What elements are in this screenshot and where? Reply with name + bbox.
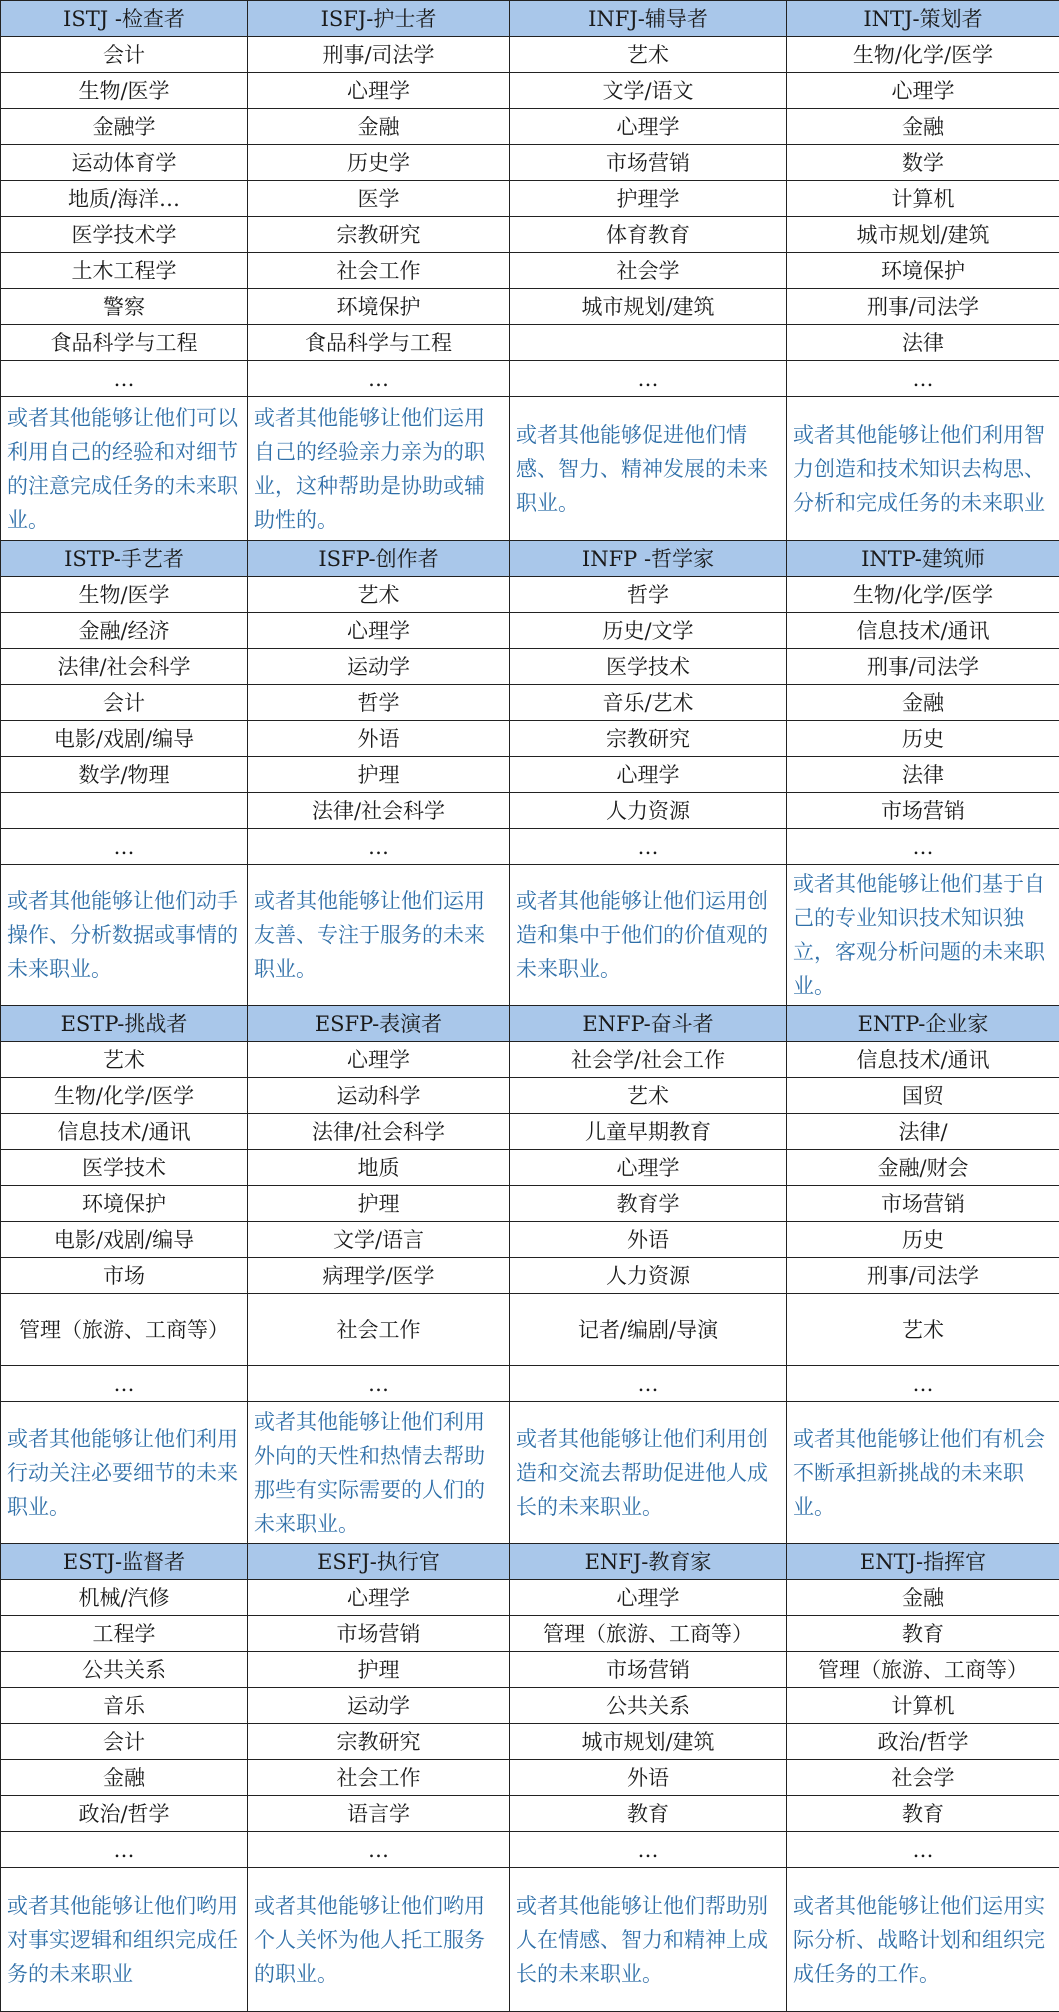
career-cell: 体育教育 [510, 217, 787, 253]
career-row [1, 253, 1059, 289]
ellipsis-cell: … [787, 1366, 1059, 1402]
career-cell: 护理学 [510, 181, 787, 217]
career-cell: 心理学 [787, 73, 1059, 109]
career-cell: 护理 [248, 1652, 510, 1688]
career-cell: 刑事/司法学 [787, 649, 1059, 685]
description-cell: 或者其他能够让他们运用创造和集中于他们的价值观的未来职业。 [510, 865, 787, 1006]
career-cell: 生物/医学 [1, 73, 248, 109]
career-cell [1, 793, 248, 829]
career-cell: 医学技术 [1, 1150, 248, 1186]
type-header-cell: ESTJ-监督者 [1, 1544, 248, 1580]
career-cell: 法律/社会科学 [248, 793, 510, 829]
career-cell: 哲学 [248, 685, 510, 721]
career-cell: 艺术 [510, 1078, 787, 1114]
career-cell: 音乐 [1, 1688, 248, 1724]
career-cell: 环境保护 [1, 1186, 248, 1222]
career-cell: 历史 [787, 721, 1059, 757]
description-row [1, 1402, 1059, 1544]
career-cell: 信息技术/通讯 [787, 613, 1059, 649]
career-row [1, 181, 1059, 217]
career-cell: 生物/化学/医学 [1, 1078, 248, 1114]
career-cell: 数学/物理 [1, 757, 248, 793]
career-cell: 食品科学与工程 [1, 325, 248, 361]
type-header-cell: ENTJ-指挥官 [787, 1544, 1059, 1580]
career-row [1, 1114, 1059, 1150]
ellipsis-row [1, 829, 1059, 865]
description-cell: 或者其他能够让他们帮助别人在情感、智力和精神上成长的未来职业。 [510, 1868, 787, 2012]
career-cell: 金融 [1, 1760, 248, 1796]
career-cell: 法律 [787, 325, 1059, 361]
description-row [1, 397, 1059, 541]
type-header-cell: ESFJ-执行官 [248, 1544, 510, 1580]
career-row [1, 145, 1059, 181]
type-header-cell: ENFJ-教育家 [510, 1544, 787, 1580]
description-cell: 或者其他能够让他们基于自己的专业知识技术知识独立，客观分析问题的未来职业。 [787, 865, 1059, 1006]
career-cell: 环境保护 [248, 289, 510, 325]
career-cell: 市场营销 [787, 1186, 1059, 1222]
career-row [1, 1186, 1059, 1222]
type-header-row [1, 1544, 1059, 1580]
career-cell: 心理学 [510, 1580, 787, 1616]
career-cell: 社会学/社会工作 [510, 1042, 787, 1078]
ellipsis-cell: … [787, 361, 1059, 397]
career-cell: 机械/汽修 [1, 1580, 248, 1616]
career-row [1, 649, 1059, 685]
type-header-cell: ISFJ-护士者 [248, 1, 510, 37]
career-row [1, 685, 1059, 721]
career-cell: 电影/戏剧/编导 [1, 1222, 248, 1258]
career-cell: 心理学 [510, 109, 787, 145]
career-cell: 政治/哲学 [1, 1796, 248, 1832]
career-cell: 法律 [787, 757, 1059, 793]
career-row [1, 1796, 1059, 1832]
career-cell: 城市规划/建筑 [510, 1724, 787, 1760]
career-cell: 社会工作 [248, 1294, 510, 1366]
description-cell: 或者其他能够让他们运用友善、专注于服务的未来职业。 [248, 865, 510, 1006]
description-cell: 或者其他能够让他们运用自己的经验亲力亲为的职业，这种帮助是协助或辅助性的。 [248, 397, 510, 541]
career-row [1, 1258, 1059, 1294]
career-cell: 儿童早期教育 [510, 1114, 787, 1150]
career-row [1, 217, 1059, 253]
career-cell: 法律/社会科学 [1, 649, 248, 685]
description-cell: 或者其他能够让他们利用智力创造和技术知识去构思、分析和完成任务的未来职业 [787, 397, 1059, 541]
description-cell: 或者其他能够让他们运用实际分析、战略计划和组织完成任务的工作。 [787, 1868, 1059, 2012]
type-header-cell: ISTP-手艺者 [1, 541, 248, 577]
career-cell: 金融/财会 [787, 1150, 1059, 1186]
career-cell: 地质 [248, 1150, 510, 1186]
ellipsis-cell: … [510, 361, 787, 397]
career-cell: 地质/海洋… [1, 181, 248, 217]
career-cell: 教育 [510, 1796, 787, 1832]
career-cell: 宗教研究 [248, 217, 510, 253]
career-cell: 心理学 [248, 1042, 510, 1078]
career-cell: 社会工作 [248, 1760, 510, 1796]
career-cell: 市场营销 [248, 1616, 510, 1652]
career-cell: 管理（旅游、工商等） [510, 1616, 787, 1652]
career-row [1, 1580, 1059, 1616]
career-row [1, 325, 1059, 361]
ellipsis-row [1, 1832, 1059, 1868]
career-cell: 心理学 [510, 1150, 787, 1186]
career-row [1, 37, 1059, 73]
career-cell: 哲学 [510, 577, 787, 613]
career-cell: 历史学 [248, 145, 510, 181]
career-cell: 社会学 [510, 253, 787, 289]
career-cell: 教育 [787, 1616, 1059, 1652]
career-cell: 市场营销 [787, 793, 1059, 829]
career-cell: 记者/编剧/导演 [510, 1294, 787, 1366]
career-row [1, 1294, 1059, 1366]
career-cell: 电影/戏剧/编导 [1, 721, 248, 757]
description-cell: 或者其他能够让他们哟用个人关怀为他人托工服务的职业。 [248, 1868, 510, 2012]
ellipsis-cell: … [1, 1366, 248, 1402]
career-cell: 城市规划/建筑 [787, 217, 1059, 253]
type-header-cell: INTP-建筑师 [787, 541, 1059, 577]
type-header-cell: ISTJ -检查者 [1, 1, 248, 37]
ellipsis-cell: … [248, 829, 510, 865]
career-cell: 城市规划/建筑 [510, 289, 787, 325]
career-cell: 计算机 [787, 1688, 1059, 1724]
career-cell: 市场营销 [510, 145, 787, 181]
career-cell: 警察 [1, 289, 248, 325]
ellipsis-cell: … [510, 1366, 787, 1402]
career-cell: 信息技术/通讯 [1, 1114, 248, 1150]
career-cell: 法律/社会科学 [248, 1114, 510, 1150]
career-row [1, 1688, 1059, 1724]
career-cell: 金融 [248, 109, 510, 145]
type-header-cell: INTJ-策划者 [787, 1, 1059, 37]
career-cell: 宗教研究 [248, 1724, 510, 1760]
ellipsis-cell: … [1, 361, 248, 397]
ellipsis-cell: … [1, 829, 248, 865]
career-cell: 语言学 [248, 1796, 510, 1832]
description-cell: 或者其他能够促进他们情感、智力、精神发展的未来职业。 [510, 397, 787, 541]
career-cell: 工程学 [1, 1616, 248, 1652]
career-cell: 食品科学与工程 [248, 325, 510, 361]
career-cell: 心理学 [248, 73, 510, 109]
type-header-cell: ENTP-企业家 [787, 1006, 1059, 1042]
type-header-cell: INFJ-辅导者 [510, 1, 787, 37]
career-cell: 计算机 [787, 181, 1059, 217]
career-cell: 医学技术学 [1, 217, 248, 253]
description-cell: 或者其他能够让他们哟用对事实逻辑和组织完成任务的未来职业 [1, 1868, 248, 2012]
career-cell: 公共关系 [510, 1688, 787, 1724]
ellipsis-row [1, 361, 1059, 397]
career-cell: 医学技术 [510, 649, 787, 685]
ellipsis-row [1, 1366, 1059, 1402]
career-cell: 病理学/医学 [248, 1258, 510, 1294]
career-cell: 运动学 [248, 1688, 510, 1724]
career-cell: 市场 [1, 1258, 248, 1294]
career-cell: 运动体育学 [1, 145, 248, 181]
ellipsis-cell: … [510, 829, 787, 865]
career-cell: 外语 [510, 1222, 787, 1258]
career-row [1, 1222, 1059, 1258]
career-cell: 会计 [1, 1724, 248, 1760]
career-cell [510, 325, 787, 361]
ellipsis-cell: … [248, 1832, 510, 1868]
career-cell: 音乐/艺术 [510, 685, 787, 721]
career-cell: 护理 [248, 757, 510, 793]
career-cell: 人力资源 [510, 1258, 787, 1294]
type-header-row [1, 541, 1059, 577]
career-cell: 社会学 [787, 1760, 1059, 1796]
type-header-cell: ENFP-奋斗者 [510, 1006, 787, 1042]
career-row [1, 1150, 1059, 1186]
career-cell: 医学 [248, 181, 510, 217]
career-cell: 艺术 [787, 1294, 1059, 1366]
career-cell: 金融 [787, 1580, 1059, 1616]
career-cell: 金融/经济 [1, 613, 248, 649]
career-cell: 金融学 [1, 109, 248, 145]
ellipsis-cell: … [510, 1832, 787, 1868]
type-header-cell: ESFP-表演者 [248, 1006, 510, 1042]
type-header-cell: ESTP-挑战者 [1, 1006, 248, 1042]
career-cell: 生物/化学/医学 [787, 37, 1059, 73]
career-cell: 外语 [510, 1760, 787, 1796]
ellipsis-cell: … [787, 829, 1059, 865]
career-cell: 管理（旅游、工商等） [1, 1294, 248, 1366]
career-cell: 生物/化学/医学 [787, 577, 1059, 613]
career-cell: 历史/文学 [510, 613, 787, 649]
career-row [1, 289, 1059, 325]
description-cell: 或者其他能够让他们可以利用自己的经验和对细节的注意完成任务的未来职业。 [1, 397, 248, 541]
career-cell: 人力资源 [510, 793, 787, 829]
description-cell: 或者其他能够让他们有机会不断承担新挑战的未来职业。 [787, 1402, 1059, 1544]
ellipsis-cell: … [787, 1832, 1059, 1868]
career-cell: 运动学 [248, 649, 510, 685]
career-row [1, 1042, 1059, 1078]
description-cell: 或者其他能够让他们利用行动关注必要细节的未来职业。 [1, 1402, 248, 1544]
career-row [1, 1724, 1059, 1760]
career-cell: 刑事/司法学 [787, 1258, 1059, 1294]
type-header-row [1, 1, 1059, 37]
description-cell: 或者其他能够让他们利用创造和交流去帮助促进他人成长的未来职业。 [510, 1402, 787, 1544]
career-cell: 金融 [787, 685, 1059, 721]
career-row [1, 73, 1059, 109]
career-row [1, 1078, 1059, 1114]
career-cell: 心理学 [248, 1580, 510, 1616]
career-cell: 会计 [1, 685, 248, 721]
career-row [1, 721, 1059, 757]
type-header-row [1, 1006, 1059, 1042]
career-cell: 文学/语言 [248, 1222, 510, 1258]
ellipsis-cell: … [1, 1832, 248, 1868]
type-header-cell: INFP -哲学家 [510, 541, 787, 577]
career-cell: 艺术 [1, 1042, 248, 1078]
career-cell: 宗教研究 [510, 721, 787, 757]
career-cell: 心理学 [510, 757, 787, 793]
career-cell: 教育学 [510, 1186, 787, 1222]
career-cell: 心理学 [248, 613, 510, 649]
career-row [1, 793, 1059, 829]
type-header-cell: ISFP-创作者 [248, 541, 510, 577]
career-cell: 文学/语文 [510, 73, 787, 109]
career-row [1, 1616, 1059, 1652]
career-cell: 刑事/司法学 [248, 37, 510, 73]
ellipsis-cell: … [248, 361, 510, 397]
career-row [1, 1652, 1059, 1688]
description-row [1, 1868, 1059, 2012]
career-row [1, 757, 1059, 793]
career-cell: 社会工作 [248, 253, 510, 289]
career-cell: 数学 [787, 145, 1059, 181]
career-row [1, 613, 1059, 649]
career-cell: 管理（旅游、工商等） [787, 1652, 1059, 1688]
career-cell: 历史 [787, 1222, 1059, 1258]
career-cell: 外语 [248, 721, 510, 757]
career-row [1, 1760, 1059, 1796]
career-cell: 公共关系 [1, 1652, 248, 1688]
career-cell: 法律/ [787, 1114, 1059, 1150]
career-cell: 土木工程学 [1, 253, 248, 289]
career-cell: 教育 [787, 1796, 1059, 1832]
career-cell: 环境保护 [787, 253, 1059, 289]
description-cell: 或者其他能够让他们动手操作、分析数据或事情的未来职业。 [1, 865, 248, 1006]
career-cell: 艺术 [510, 37, 787, 73]
career-cell: 运动科学 [248, 1078, 510, 1114]
career-row [1, 577, 1059, 613]
career-cell: 刑事/司法学 [787, 289, 1059, 325]
career-cell: 护理 [248, 1186, 510, 1222]
description-cell: 或者其他能够让他们利用外向的天性和热情去帮助那些有实际需要的人们的未来职业。 [248, 1402, 510, 1544]
career-cell: 国贸 [787, 1078, 1059, 1114]
career-cell: 政治/哲学 [787, 1724, 1059, 1760]
career-cell: 生物/医学 [1, 577, 248, 613]
career-cell: 市场营销 [510, 1652, 787, 1688]
career-cell: 金融 [787, 109, 1059, 145]
career-cell: 艺术 [248, 577, 510, 613]
ellipsis-cell: … [248, 1366, 510, 1402]
description-row [1, 865, 1059, 1006]
career-row [1, 109, 1059, 145]
career-cell: 信息技术/通讯 [787, 1042, 1059, 1078]
career-cell: 会计 [1, 37, 248, 73]
